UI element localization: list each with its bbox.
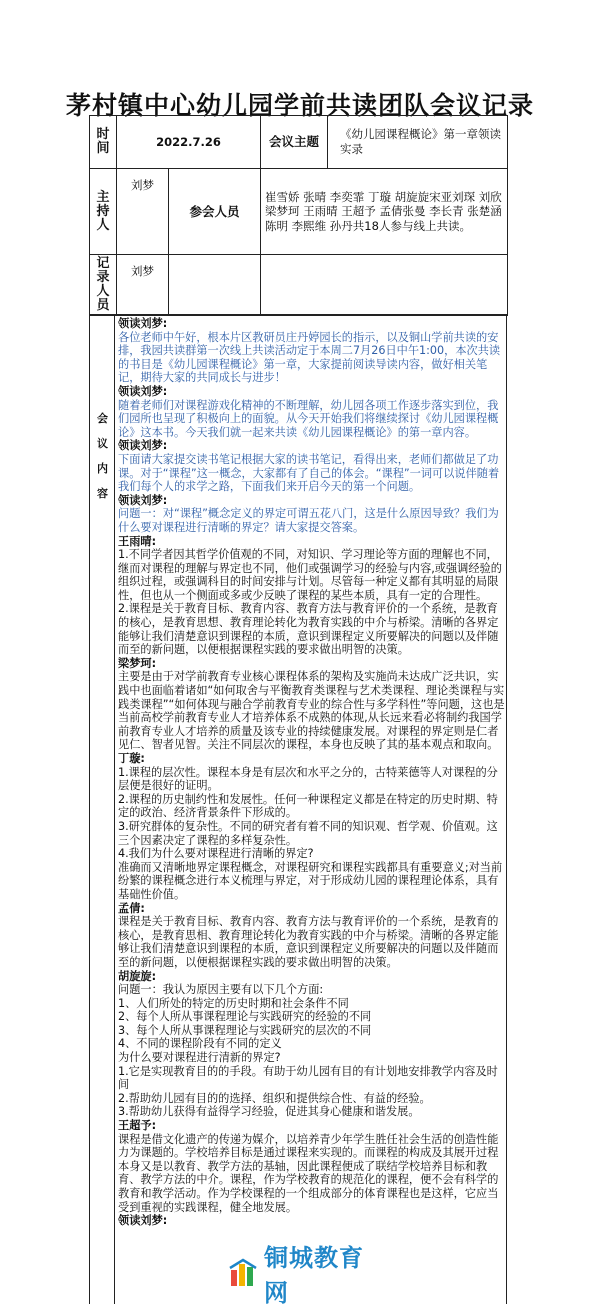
speech-paragraph: 问题一：对“课程”概念定义的界定可谓五花八门，这是什么原因导致？我们为什么要对课程进行清晰的界定？请大家提交答案。 (118, 507, 499, 534)
site-watermark (228, 1244, 388, 1307)
topic-label: 会议主题 (261, 116, 328, 169)
meeting-content-section (89, 314, 507, 1304)
speaker-name: 领读刘梦: (118, 439, 168, 453)
speaker-name: 丁璇: (118, 752, 145, 765)
participants-label: 参会人员 (169, 169, 261, 255)
speech-paragraph: 主要是由于对学前教育专业核心课程体系的架构及实施尚未达成广泛共识，实践中也面临着诸如“如何取舍与平衡教育类课程与艺术类课程、理论类课程与实践类课程”“如何体现与融合学前教育专业的综合性与多学科性”等问题，这也是当前高校学前教育专业人才培养体系不成熟的体现,从长远来看必将制约我国学前教育专业人才培养的质量及该专业的持续健康发展。对课程的界定则是仁者见仁、智者见智。关注不同层次的课程，本身也反映了其的基本观点和取向。 (118, 670, 505, 752)
recorder-value: 刘梦 (117, 255, 169, 316)
speech-paragraph: 各位老师中午好，根本片区教研员庄丹婷园长的指示，以及铜山学前共读的安排，我园共读群第一次线上共读活动定于本周二7月26日中午1:00，本次共读的书目是《幼儿园课程概论》第一章，大家提前阅读导读内容，做好相关笔记，期待大家的共同成长与进步！ (118, 330, 501, 385)
speech-paragraph: 1.课程的层次性。课程本身是有层次和水平之分的，古特莱德等人对课程的分层便是很好的证明。 (118, 765, 498, 793)
speech-paragraph: 2.帮助幼儿园有目的的选择、组织和提供综合性、有益的经验。 (118, 1091, 431, 1105)
speech-paragraph: 为什么要对课程进行清新的界定? (118, 1051, 281, 1065)
speech-paragraph: 随着老师们对课程游戏化精神的不断理解，幼儿园各项工作逐步落实到位，我们园所也呈现了积极向上的面貌。从今天开始我们将继续探讨《幼儿园课程概论》这本书。今天我们就一起来共读《幼儿园课程概论》的第一章内容。 (118, 398, 499, 439)
speaker-name: 孟倩: (118, 901, 145, 915)
speech-paragraph: 1.它是实现教育目的的手段。有助于幼儿园有目的有计划地安排教学内容及时间 (118, 1064, 498, 1092)
speaker-name: 领读刘梦: (118, 384, 168, 398)
speech-paragraph: 下面请大家提交读书笔记根据大家的读书笔记，看得出来，老师们都做足了功课。对于“课程”这一概念，大家都有了自己的体会。“课程”一词可以说伴随着我们每个人的求学之路，下面我们来开启今天的第一个问题。 (118, 452, 500, 494)
speech-paragraph: 3.研究群体的复杂性。不同的研究者有着不同的知识观、哲学观、价值观。这三个因素决定了课程的多样复杂性。 (118, 819, 498, 847)
speech-paragraph: 3、每个人所从事课程理论与实践研究的层次的不同 (118, 1023, 372, 1037)
meeting-info-table (89, 115, 508, 316)
topic-value: 《幼儿园课程概论》第一章领读实录 (328, 116, 508, 169)
speech-paragraph: 2、每个人所从事课程理论与实践研究的经验的不同 (118, 1010, 372, 1024)
host-value: 刘梦 (117, 169, 169, 255)
speaker-name: 王超予: (118, 1119, 157, 1133)
speech-paragraph: 2.课程的历史制约性和发展性。任何一种课程定义都是在特定的历史时期、特定的政治、经济背景条件下形成的。 (118, 792, 498, 820)
meeting-content-text (118, 317, 506, 1228)
speaker-name: 领读刘梦: (118, 1214, 168, 1228)
time-value: 2022.7.26 (117, 116, 261, 169)
content-label-char: 容 (97, 487, 108, 500)
speaker-name: 胡旋旋: (118, 969, 157, 983)
speech-paragraph: 2.课程是关于教育目标、教育内容、教育方法与教育评价的一个系统，是教育的核心，是教育思想、教育理论转化为教育实践的中介与桥梁。清晰的各界定能够让我们清楚意识到课程的本质，意识到课程定义所要解决的问题以及伴随而至的新问题，以便根据课程实践的要求做出明智的决策。 (118, 602, 499, 657)
content-label-char: 会 (97, 412, 108, 425)
host-label: 主持人 (90, 169, 117, 255)
time-label: 时间 (90, 116, 117, 169)
speaker-name: 王雨晴: (118, 534, 157, 548)
recorder-empty-cell-2 (261, 255, 508, 316)
speaker-name: 领读刘梦: (118, 493, 168, 507)
content-label (90, 315, 115, 1304)
speaker-name: 梁梦珂: (118, 656, 157, 670)
speech-paragraph: 课程是借文化遗产的传递为媒介，以培养青少年学生胜任社会生活的创造性能力为课题的。学校培养目标是通过课程来实现的。而课程的构成及其展开过程本身又是以教育、教学方法的基轴，因此课程便成了联结学校培养目标和教育、教学方法的中介。课程，作为学校教育的规范化的课程，便不会有科学的教育和教学活动。作为学校课程的一个组成部分的体育课程也是这样，它应当受到重视的实践课程，健全地发展。 (118, 1132, 499, 1214)
speech-paragraph: 1.不同学者因其哲学价值观的不同，对知识、学习理论等方面的理解也不同，继而对课程的理解与界定也不同，他们或强调学习的经验与内容,或强调经验的组织过程，或强调科目的时间安排与计划。尽管每一种定义都有其明显的局限性，但也从一个侧面或多或少反映了课程的某些本质，具有一定的合理性。 (118, 548, 502, 602)
speech-paragraph: 问题一：我认为原因主要有以下几个方面: (118, 983, 324, 997)
watermark-text: 铜城教育网 (264, 1244, 364, 1307)
speech-paragraph: 4.我们为什么要对课程进行清晰的界定? (118, 847, 314, 861)
speaker-name: 领读刘梦: (118, 317, 168, 330)
page-title: 茅村镇中心幼儿园学前共读团队会议记录 (65, 91, 534, 120)
content-label-char: 议 (97, 437, 108, 450)
recorder-label: 记录人员 (90, 255, 117, 316)
content-label-char: 内 (97, 462, 108, 475)
speech-paragraph: 准确而又清晰地界定课程概念，对课程研究和课程实践都具有重要意义;对当前纷繁的课程概念进行本义梳理与界定，对于形成幼儿园的课程理论体系，具有基础性价值。 (118, 860, 503, 901)
speech-paragraph: 课程是关于教育目标、教育内容、教育方法与教育评价的一个系统，是教育的核心，是教育思相、教育理论转化为教育实践的中介与桥梁。清晰的各界定能够让我们清楚意识到课程的本质，意识到课程定义所要解决的问题以及伴随而至的新问题，以便根据课程实践的要求做出明智的决策。 (118, 915, 499, 969)
participants-value: 崔雪娇 张晴 李奕霏 丁璇 胡旋旋宋亚刘琛 刘欣 梁梦珂 王雨晴 王超予 孟倩张曼 李长青 张楚涵 陈明 李熙维 孙丹共18人参与线上共读。 (261, 169, 508, 255)
speech-paragraph: 4、不同的课程阶段有不同的定义 (118, 1037, 282, 1051)
speech-paragraph: 3.帮助幼儿获得有益得学习经验，促进其身心健康和谐发展。 (118, 1105, 420, 1119)
watermark-logo-icon (228, 1258, 258, 1288)
recorder-empty-cell (169, 255, 261, 316)
speech-paragraph: 1、人们所处的特定的历史时期和社会条件不同 (118, 996, 349, 1010)
